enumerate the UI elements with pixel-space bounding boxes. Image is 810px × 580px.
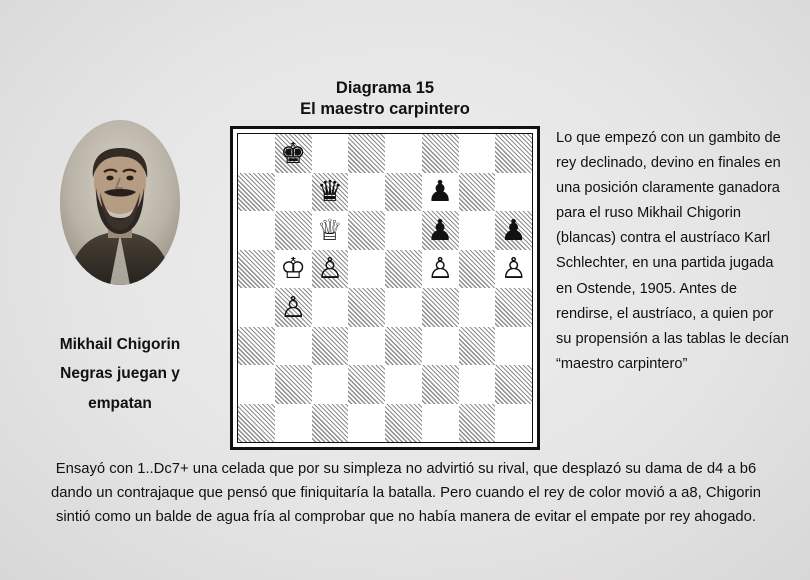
board-square-h2[interactable] <box>495 365 532 404</box>
chess-board <box>237 133 533 443</box>
board-square-d6[interactable] <box>348 211 385 250</box>
board-square-c4[interactable] <box>312 288 349 327</box>
piece-black-king-b8[interactable]: ♚ <box>280 135 307 170</box>
portrait-illustration <box>60 120 180 285</box>
board-square-f1[interactable] <box>422 404 459 443</box>
board-square-f5[interactable] <box>422 250 459 289</box>
board-square-f4[interactable] <box>422 288 459 327</box>
portrait-caption <box>20 330 220 418</box>
board-square-g4[interactable] <box>459 288 496 327</box>
right-column-text <box>556 126 792 377</box>
portrait-frame <box>60 120 180 285</box>
board-square-b7[interactable] <box>275 173 312 212</box>
board-square-f6[interactable] <box>422 211 459 250</box>
board-square-h4[interactable] <box>495 288 532 327</box>
board-square-e8[interactable] <box>385 134 422 173</box>
board-square-h6[interactable] <box>495 211 532 250</box>
board-square-b4[interactable] <box>275 288 312 327</box>
bottom-paragraph <box>36 458 776 530</box>
board-square-a3[interactable] <box>238 327 275 366</box>
diagram-title-line2: El maestro carpintero <box>300 100 470 119</box>
board-square-a6[interactable] <box>238 211 275 250</box>
board-square-g2[interactable] <box>459 365 496 404</box>
board-square-c3[interactable] <box>312 327 349 366</box>
board-square-b3[interactable] <box>275 327 312 366</box>
board-square-g8[interactable] <box>459 134 496 173</box>
bottom-paragraph-text: Ensayó con 1..Dc7+ una celada que por su simpleza no advirtió su rival, que desplazó su dama de d4 a b6 dando un contrajaque que pensó que finiquitaría la batalla. Pero cuando el rey de color movió a a8, Chigorin sintió como un balde de agua fría al comprobar que no había manera de evitar el empate por rey ahogado. <box>51 461 761 525</box>
board-square-d4[interactable] <box>348 288 385 327</box>
board-square-e4[interactable] <box>385 288 422 327</box>
chess-diagram <box>230 126 540 450</box>
board-square-f8[interactable] <box>422 134 459 173</box>
board-square-b5[interactable] <box>275 250 312 289</box>
board-square-d3[interactable] <box>348 327 385 366</box>
board-square-e3[interactable] <box>385 327 422 366</box>
board-square-c8[interactable] <box>312 134 349 173</box>
player-name: Mikhail Chigorin <box>59 336 181 353</box>
board-square-h5[interactable] <box>495 250 532 289</box>
board-square-e5[interactable] <box>385 250 422 289</box>
board-square-c1[interactable] <box>312 404 349 443</box>
portrait-mikhail-chigorin <box>60 120 180 285</box>
board-square-g6[interactable] <box>459 211 496 250</box>
board-square-e7[interactable] <box>385 173 422 212</box>
piece-black-queen-c7[interactable]: ♛ <box>316 174 343 209</box>
side-to-move-line2: empatan <box>88 394 152 412</box>
board-square-c7[interactable] <box>312 173 349 212</box>
board-square-d7[interactable] <box>348 173 385 212</box>
board-square-a1[interactable] <box>238 404 275 443</box>
board-square-g1[interactable] <box>459 404 496 443</box>
piece-black-pawn-h6[interactable]: ♟ <box>500 212 527 247</box>
board-square-d5[interactable] <box>348 250 385 289</box>
right-column-paragraph: Lo que empezó con un gambito de rey declinado, devino en finales en una posición claramente ganadora para el ruso Mikhail Chigorin (blancas) contra el austríaco Karl Schlechter, en una partida jugada en Ostende, 1905. Antes de rendirse, el austríaco, a quien por su propensión a las tablas le decían “maestro carpintero” <box>556 130 789 372</box>
board-square-b1[interactable] <box>275 404 312 443</box>
board-square-g3[interactable] <box>459 327 496 366</box>
board-square-h3[interactable] <box>495 327 532 366</box>
board-square-b6[interactable] <box>275 211 312 250</box>
diagram-title <box>230 78 540 121</box>
piece-white-pawn-c5[interactable]: ♙ <box>316 251 343 286</box>
board-square-c2[interactable] <box>312 365 349 404</box>
board-square-h1[interactable] <box>495 404 532 443</box>
board-square-a4[interactable] <box>238 288 275 327</box>
piece-white-queen-c6[interactable]: ♕ <box>316 212 343 247</box>
diagram-title-line1: Diagrama 15 <box>335 79 435 97</box>
board-square-e2[interactable] <box>385 365 422 404</box>
board-square-c5[interactable] <box>312 250 349 289</box>
board-square-e1[interactable] <box>385 404 422 443</box>
board-square-f2[interactable] <box>422 365 459 404</box>
board-square-a5[interactable] <box>238 250 275 289</box>
board-square-f3[interactable] <box>422 327 459 366</box>
piece-black-pawn-f7[interactable]: ♟ <box>427 174 454 209</box>
board-square-d2[interactable] <box>348 365 385 404</box>
board-square-e6[interactable] <box>385 211 422 250</box>
piece-white-pawn-f5[interactable]: ♙ <box>427 251 454 286</box>
board-square-d8[interactable] <box>348 134 385 173</box>
board-square-d1[interactable] <box>348 404 385 443</box>
board-square-b2[interactable] <box>275 365 312 404</box>
board-square-g7[interactable] <box>459 173 496 212</box>
board-square-a7[interactable] <box>238 173 275 212</box>
board-square-a8[interactable] <box>238 134 275 173</box>
board-square-g5[interactable] <box>459 250 496 289</box>
piece-white-king-b5[interactable]: ♔ <box>280 251 307 286</box>
board-square-b8[interactable] <box>275 134 312 173</box>
side-to-move-line1: Negras juegan y <box>60 365 180 383</box>
board-square-f7[interactable] <box>422 173 459 212</box>
board-square-h8[interactable] <box>495 134 532 173</box>
board-square-h7[interactable] <box>495 173 532 212</box>
board-square-a2[interactable] <box>238 365 275 404</box>
piece-white-pawn-h5[interactable]: ♙ <box>500 251 527 286</box>
board-square-c6[interactable] <box>312 211 349 250</box>
piece-black-pawn-f6[interactable]: ♟ <box>427 212 454 247</box>
piece-white-pawn-b4[interactable]: ♙ <box>280 289 307 324</box>
